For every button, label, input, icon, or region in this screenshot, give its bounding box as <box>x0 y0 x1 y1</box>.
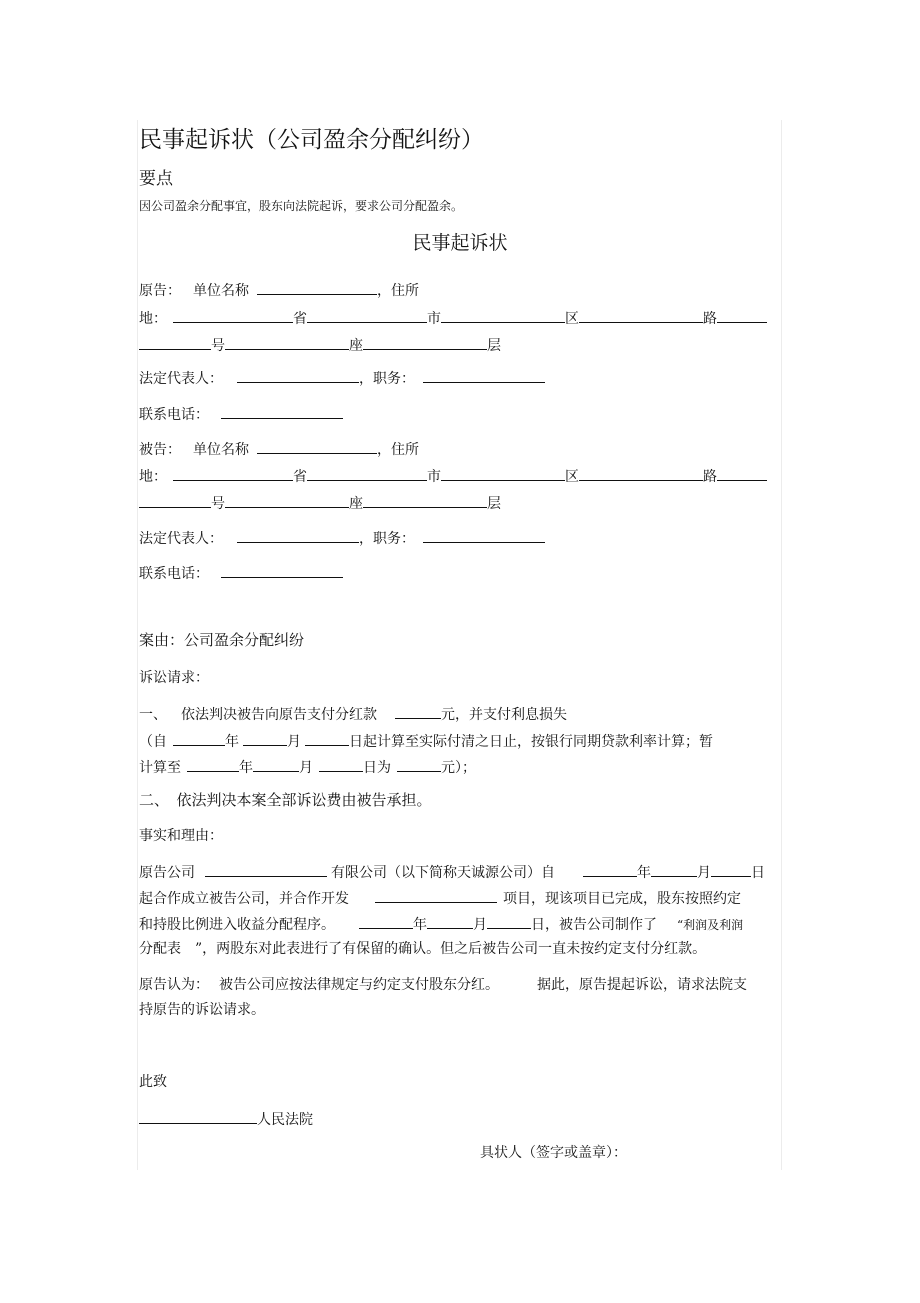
facts-line-4: 分配表 ”，两股东对此表进行了有保留的确认。但之后被告公司一直未按约定支付分红款。 <box>139 941 707 957</box>
page-border-left <box>137 120 138 1170</box>
facts-distribution-text: 和持股比例进入收益分配程序。 <box>139 917 335 933</box>
facts-year-label: 年 <box>637 865 651 881</box>
plaintiff-province-blank[interactable] <box>173 307 293 323</box>
defendant-legal-rep-blank[interactable] <box>237 527 359 543</box>
defendant-number-blank[interactable] <box>139 492 211 508</box>
plaintiff-city-label: 市 <box>427 311 441 327</box>
opinion-line-2: 持原告的诉讼请求。 <box>139 1002 265 1018</box>
facts-table-month-label: 月 <box>473 917 487 933</box>
defendant-address-line-2 <box>139 492 501 514</box>
plaintiff-building-blank[interactable] <box>225 334 349 350</box>
claim-2: 二、 依法判决本案全部诉讼费由被告承担。 <box>139 791 432 809</box>
document-title: 民事起诉状（公司盈余分配纠纷） <box>139 127 484 153</box>
page-border-right <box>781 120 782 1170</box>
defendant-floor-label: 层 <box>487 496 501 512</box>
defendant-road-label: 路 <box>703 469 717 485</box>
defendant-address-label: ，住所 <box>377 442 419 458</box>
defendant-phone-line <box>139 562 343 584</box>
claim-1-text-a: 依法判决被告向原告支付分红款 <box>181 707 377 723</box>
facts-table-year-blank[interactable] <box>359 913 413 929</box>
plaintiff-floor-label: 层 <box>487 338 501 354</box>
defendant-building-blank[interactable] <box>225 492 349 508</box>
court-label: 人民法院 <box>257 1112 313 1128</box>
plaintiff-road-label: 路 <box>703 311 717 327</box>
plaintiff-di-label: 地： <box>139 311 167 327</box>
claim-1-yuan-label: 元）； <box>441 760 476 776</box>
defendant-city-blank[interactable] <box>307 465 427 481</box>
plaintiff-address-line <box>139 307 767 329</box>
plaintiff-unit-name-blank[interactable] <box>257 279 377 295</box>
defendant-floor-blank[interactable] <box>363 492 487 508</box>
facts-cooperation-text: 起合作成立被告公司，并合作开发 <box>139 891 349 907</box>
closing-text: 此致 <box>139 1074 167 1090</box>
defendant-legal-rep-label: 法定代表人： <box>139 531 223 547</box>
claim-1-until-month-blank[interactable] <box>253 756 299 772</box>
defendant-name-line <box>139 438 419 460</box>
plaintiff-building-label: 座 <box>349 338 363 354</box>
opinion-line-1 <box>139 975 747 995</box>
plaintiff-legal-rep-label: 法定代表人： <box>139 371 223 387</box>
claim-1-line-2 <box>139 730 713 752</box>
facts-table-month-blank[interactable] <box>427 913 473 929</box>
plaintiff-rep-line <box>139 367 545 389</box>
claim-1-line-3 <box>139 756 476 778</box>
plaintiff-name-line <box>139 279 419 301</box>
defendant-unit-name-blank[interactable] <box>257 438 377 454</box>
claim-1-month-blank[interactable] <box>243 730 287 746</box>
claim-1-from-label: （自 <box>139 734 167 750</box>
facts-line-1 <box>139 861 765 883</box>
claim-1-month-label: 月 <box>287 734 301 750</box>
plaintiff-address-label: ，住所 <box>377 283 419 299</box>
facts-table-text: 日，被告公司制作了 <box>531 917 657 933</box>
facts-day-label: 日 <box>751 865 765 881</box>
defendant-district-blank[interactable] <box>441 465 565 481</box>
facts-table-name: “利润及利润 <box>677 918 744 932</box>
facts-year-blank[interactable] <box>583 861 637 877</box>
opinion-request-text: 据此，原告提起诉讼，请求法院支 <box>537 977 747 993</box>
claims-heading: 诉讼请求： <box>139 670 209 686</box>
plaintiff-position-label: ，职务： <box>359 371 415 387</box>
facts-company-blank[interactable] <box>205 861 327 877</box>
claim-1-interest-blank[interactable] <box>397 756 441 772</box>
claim-1-line-1 <box>139 703 567 725</box>
plaintiff-province-label: 省 <box>293 311 307 327</box>
claim-1-until-label: 计算至 <box>139 760 181 776</box>
court-line <box>139 1108 313 1130</box>
defendant-building-label: 座 <box>349 496 363 512</box>
defendant-district-label: 区 <box>565 469 579 485</box>
claim-1-until-year-label: 年 <box>239 760 253 776</box>
claim-1-text-b: 元，并支付利息损失 <box>441 707 567 723</box>
plaintiff-district-blank[interactable] <box>441 307 565 323</box>
defendant-position-label: ，职务： <box>359 531 415 547</box>
facts-table-day-blank[interactable] <box>487 913 531 929</box>
opinion-label: 原告认为： <box>139 977 209 993</box>
defendant-province-blank[interactable] <box>173 465 293 481</box>
plaintiff-position-blank[interactable] <box>423 367 545 383</box>
court-name-blank[interactable] <box>139 1108 257 1124</box>
plaintiff-phone-line <box>139 403 343 425</box>
defendant-road-tail-blank[interactable] <box>717 465 767 481</box>
defendant-address-line <box>139 465 767 487</box>
claim-1-year-label: 年 <box>225 734 239 750</box>
plaintiff-road-blank[interactable] <box>579 307 703 323</box>
defendant-city-label: 市 <box>427 469 441 485</box>
plaintiff-label: 原告： <box>139 283 181 299</box>
claim-1-prefix: 一、 <box>139 707 167 723</box>
defendant-di-label: 地： <box>139 469 167 485</box>
plaintiff-floor-blank[interactable] <box>363 334 487 350</box>
case-cause: 案由：公司盈余分配纠纷 <box>139 631 305 649</box>
facts-heading: 事实和理由： <box>139 828 223 844</box>
defendant-rep-line <box>139 527 545 549</box>
defendant-position-blank[interactable] <box>423 527 545 543</box>
defendant-province-label: 省 <box>293 469 307 485</box>
key-points-text: 因公司盈余分配事宜，股东向法院起诉，要求公司分配盈余。 <box>139 199 464 213</box>
defendant-phone-label: 联系电话： <box>139 566 209 582</box>
claim-1-until-day-blank[interactable] <box>319 756 363 772</box>
facts-table-year-label: 年 <box>413 917 427 933</box>
plaintiff-phone-blank[interactable] <box>221 403 343 419</box>
plaintiff-district-label: 区 <box>565 311 579 327</box>
complaint-title: 民事起诉状 <box>412 232 508 254</box>
facts-project-blank[interactable] <box>375 887 497 903</box>
plaintiff-road-tail-blank[interactable] <box>717 307 767 323</box>
defendant-label: 被告： <box>139 442 181 458</box>
facts-day-blank[interactable] <box>711 861 751 877</box>
defendant-number-label: 号 <box>211 496 225 512</box>
claim-1-year-blank[interactable] <box>173 730 225 746</box>
claim-1-day-blank[interactable] <box>305 730 349 746</box>
signature-line: 具状人（签字或盖章）： <box>480 1145 627 1161</box>
plaintiff-legal-rep-blank[interactable] <box>237 367 359 383</box>
facts-line-3 <box>139 913 743 935</box>
opinion-text: 被告公司应按法律规定与约定支付股东分红。 <box>219 977 499 993</box>
facts-month-blank[interactable] <box>651 861 697 877</box>
claim-1-until-day-label: 日为 <box>363 760 391 776</box>
facts-plaintiff-label: 原告公司 <box>139 865 195 881</box>
claim-1-text-c: 日起计算至实际付清之日止，按银行同期贷款利率计算；暂 <box>349 734 713 750</box>
key-points-heading: 要点 <box>139 169 173 189</box>
plaintiff-number-label: 号 <box>211 338 225 354</box>
claim-1-amount-blank[interactable] <box>395 703 441 719</box>
plaintiff-phone-label: 联系电话： <box>139 407 209 423</box>
facts-month-label: 月 <box>697 865 711 881</box>
claim-1-until-month-label: 月 <box>299 760 313 776</box>
facts-company-text: 有限公司（以下简称天诚源公司）自 <box>331 865 555 881</box>
plaintiff-city-blank[interactable] <box>307 307 427 323</box>
claim-1-until-year-blank[interactable] <box>187 756 239 772</box>
defendant-phone-blank[interactable] <box>221 562 343 578</box>
plaintiff-address-line-2 <box>139 334 501 356</box>
facts-line-2 <box>139 887 741 909</box>
facts-project-text: 项目，现该项目已完成，股东按照约定 <box>503 891 741 907</box>
defendant-road-blank[interactable] <box>579 465 703 481</box>
plaintiff-number-blank[interactable] <box>139 334 211 350</box>
defendant-unit-name-label: 单位名称 <box>193 442 249 458</box>
plaintiff-unit-name-label: 单位名称 <box>193 283 249 299</box>
